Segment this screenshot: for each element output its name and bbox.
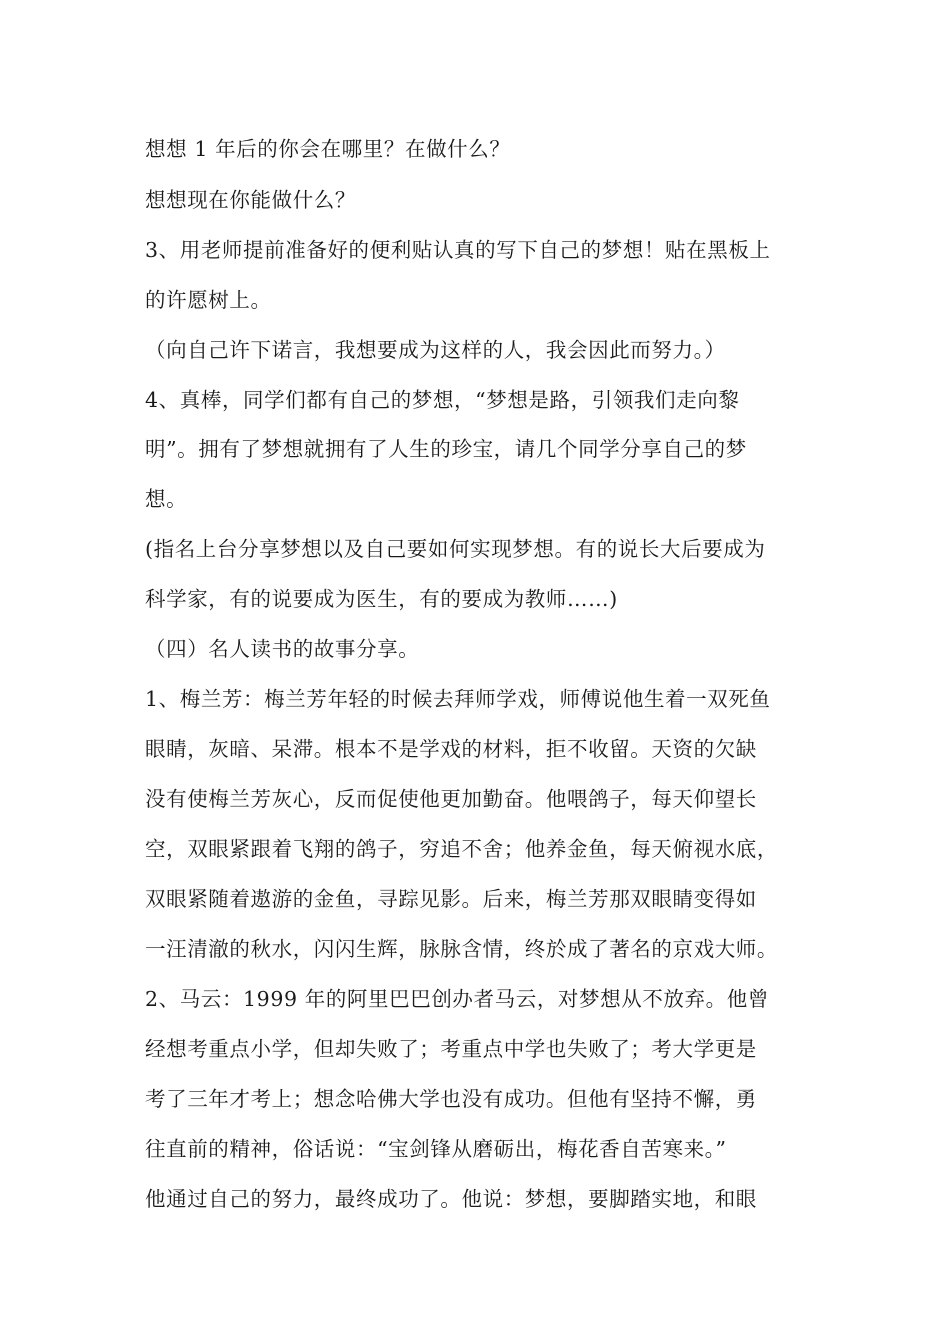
text-line: 考了三年才考上；想念哈佛大学也没有成功。但他有坚持不懈，勇 — [145, 1087, 757, 1111]
text-line: 科学家，有的说要成为医生，有的要成为教师……) — [145, 587, 618, 611]
text-line: 一汪清澈的秋水，闪闪生辉，脉脉含情，终於成了著名的京戏大师。 — [145, 937, 778, 961]
text-line: 3、用老师提前准备好的便利贴认真的写下自己的梦想！贴在黑板上 — [145, 238, 771, 262]
text-line: 2、马云：1999 年的阿里巴巴创办者马云，对梦想从不放弃。他曾 — [145, 987, 769, 1011]
section-heading: （四）名人读书的故事分享。 — [145, 637, 420, 661]
text-line: 想想 1 年后的你会在哪里？在做什么？ — [145, 137, 511, 161]
text-line: 眼睛，灰暗、呆滞。根本不是学戏的材料，拒不收留。天资的欠缺 — [145, 737, 757, 761]
text-line: 想想现在你能做什么？ — [145, 188, 356, 212]
text-line: 的许愿树上。 — [145, 288, 272, 312]
text-line: (指名上台分享梦想以及自己要如何实现梦想。有的说长大后要成为 — [145, 537, 766, 561]
text-line: 他通过自己的努力，最终成功了。他说：梦想，要脚踏实地，和眼 — [145, 1187, 757, 1211]
text-line: 往直前的精神，俗话说：“宝剑锋从磨砺出，梅花香自苦寒来。” — [145, 1137, 727, 1161]
text-line: 明”。拥有了梦想就拥有了人生的珍宝，请几个同学分享自己的梦 — [145, 437, 747, 461]
text-line: （向自己许下诺言，我想要成为这样的人，我会因此而努力。） — [145, 338, 726, 362]
text-line: 双眼紧随着遨游的金鱼，寻踪见影。后来，梅兰芳那双眼睛变得如 — [145, 887, 757, 911]
text-line: 空，双眼紧跟着飞翔的鸽子，穷追不舍；他养金鱼，每天俯视水底， — [145, 837, 778, 861]
text-line: 没有使梅兰芳灰心，反而促使他更加勤奋。他喂鸽子，每天仰望长 — [145, 787, 757, 811]
text-line: 1、梅兰芳：梅兰芳年轻的时候去拜师学戏，师傅说他生着一双死鱼 — [145, 687, 771, 711]
text-line: 想。 — [145, 487, 188, 511]
text-line: 4、真棒，同学们都有自己的梦想，“梦想是路，引领我们走向黎 — [145, 388, 740, 412]
text-line: 经想考重点小学，但却失败了；考重点中学也失败了；考大学更是 — [145, 1037, 757, 1061]
